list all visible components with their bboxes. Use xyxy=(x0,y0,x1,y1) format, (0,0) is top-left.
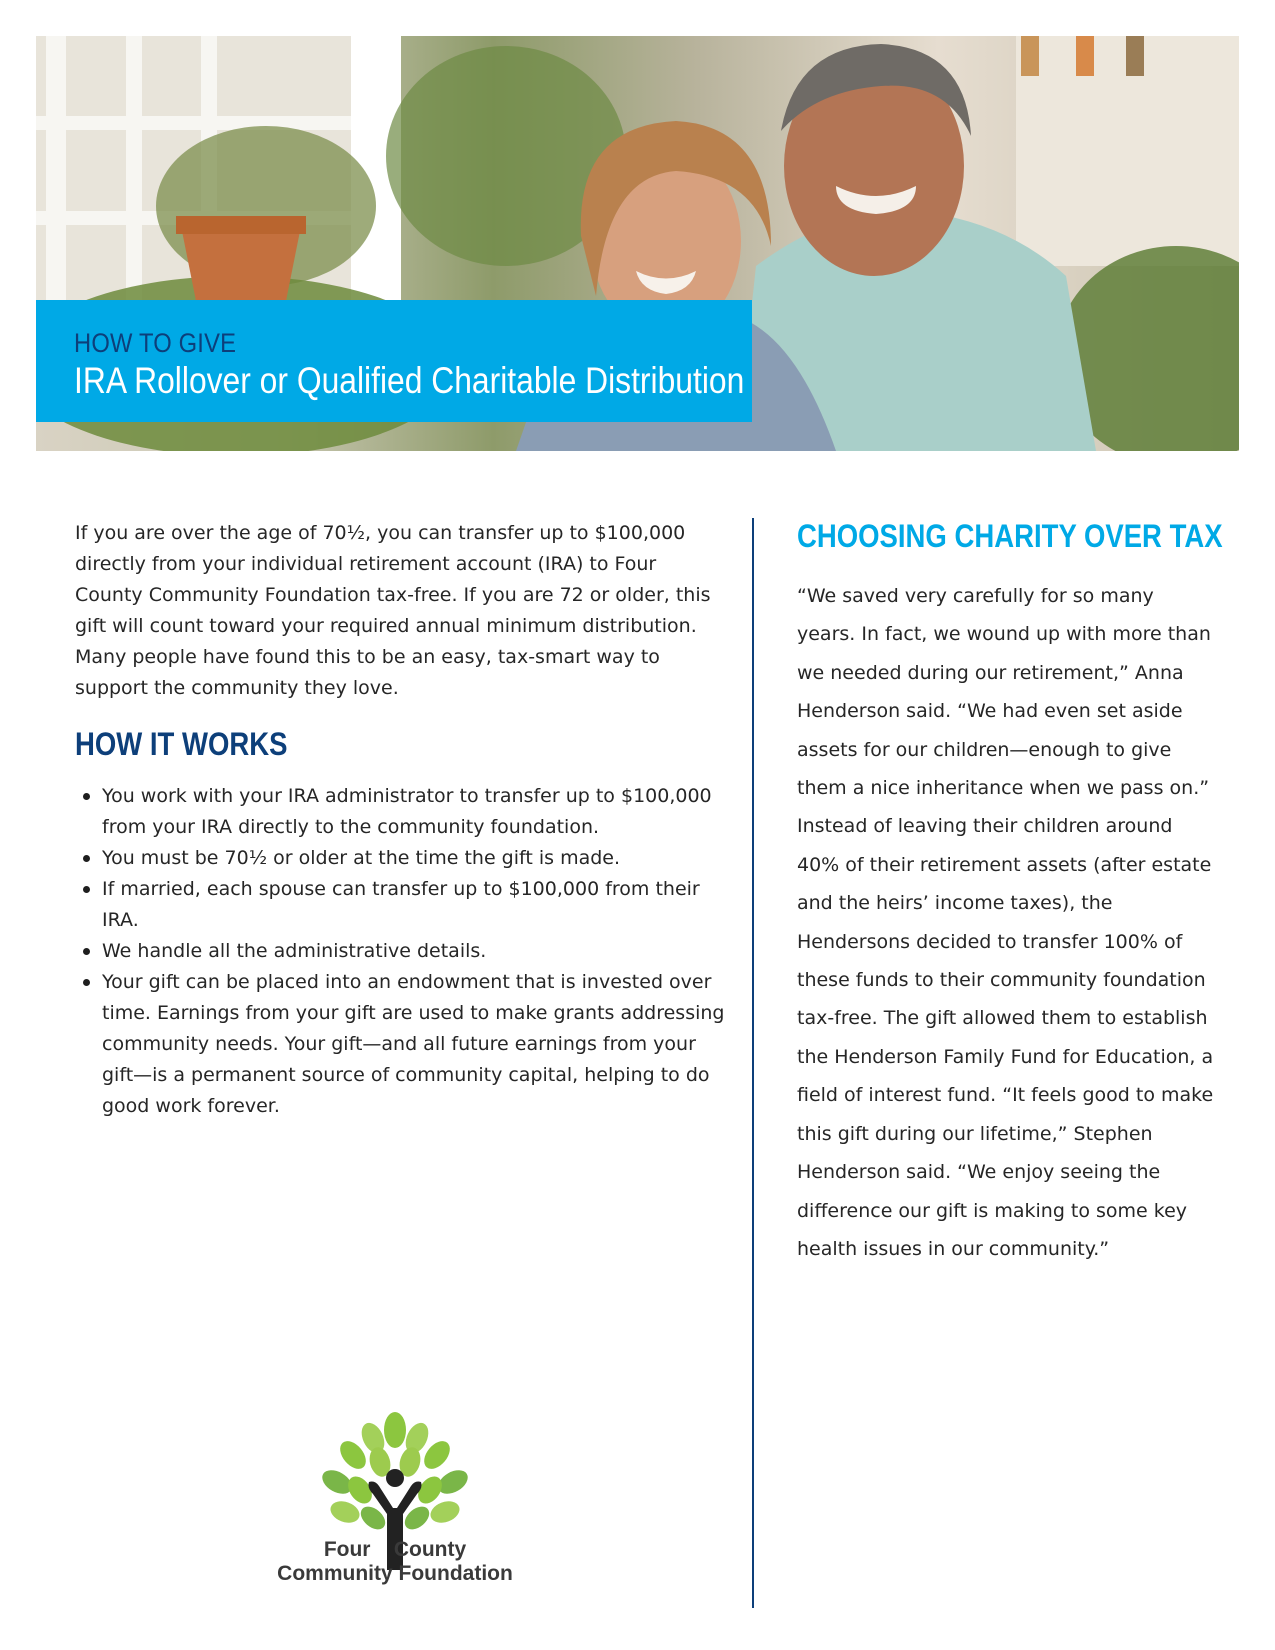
logo-line-1 xyxy=(265,1538,525,1562)
list-item-text: You must be 70½ or older at the time the gift is made. xyxy=(102,847,621,869)
list-item xyxy=(75,781,725,843)
right-column xyxy=(797,518,1223,1268)
list-item-text: We handle all the administrative details. xyxy=(102,940,487,962)
page-title: IRA Rollover or Qualified Charitable Distribution xyxy=(74,360,745,401)
logo-word-county: County xyxy=(393,1538,467,1561)
logo-word-four: Four xyxy=(323,1538,371,1561)
bullet-icon xyxy=(83,886,90,893)
how-it-works-heading: HOW IT WORKS xyxy=(75,726,288,762)
foundation-logo xyxy=(265,1410,525,1610)
list-item-text: You work with your IRA administrator to transfer up to $100,000 from your IRA directly to the community foundation. xyxy=(102,785,712,838)
list-item xyxy=(75,936,725,967)
testimonial-quote: “We saved very carefully for so many years. In fact, we wound up with more than we needed during our retirement,” Anna Henderson said. “We had even set aside assets for our children—enough to give them a nice inheritance when we pass on.” Instead of leaving their children around 40% of their retirement assets (after estate and the heirs’ income taxes), the Hendersons decided to transfer 100% of these funds to their community foundation tax-free. The gift allowed them to establish the Henderson Family Fund for Education, a field of interest fund. “It feels good to make this gift during our lifetime,” Stephen Henderson said. “We enjoy seeing the difference our gift is making to some key health issues in our community.” xyxy=(797,585,1214,1260)
eyebrow-label: HOW TO GIVE xyxy=(74,328,237,358)
list-item xyxy=(75,967,725,1122)
left-column xyxy=(75,518,725,1117)
bullet-icon xyxy=(83,979,90,986)
list-item xyxy=(75,843,725,874)
bullet-icon xyxy=(83,855,90,862)
list-item xyxy=(75,874,725,936)
bullet-icon xyxy=(83,793,90,800)
title-banner xyxy=(36,300,752,422)
logo-line-2: Community Foundation xyxy=(277,1562,513,1585)
list-item-text: Your gift can be placed into an endowment that is invested over time. Earnings from your gift are used to make grants addressing community needs. Your gift—and all future earnings from your gift—is a permanent source of community capital, helping to do good work forever. xyxy=(102,971,725,1117)
column-divider xyxy=(752,518,754,1608)
how-it-works-list xyxy=(75,781,725,1122)
intro-paragraph: If you are over the age of 70½, you can transfer up to $100,000 directly from your individual retirement account (IRA) to Four County Community Foundation tax-free. If you are 72 or older, this gift will count toward your required annual minimum distribution. Many people have found this to be an easy, tax-smart way to support the community they love. xyxy=(75,522,711,699)
list-item-text: If married, each spouse can transfer up to $100,000 from their IRA. xyxy=(102,878,700,931)
charity-over-tax-heading: CHOOSING CHARITY OVER TAX xyxy=(797,518,1223,554)
bullet-icon xyxy=(83,948,90,955)
